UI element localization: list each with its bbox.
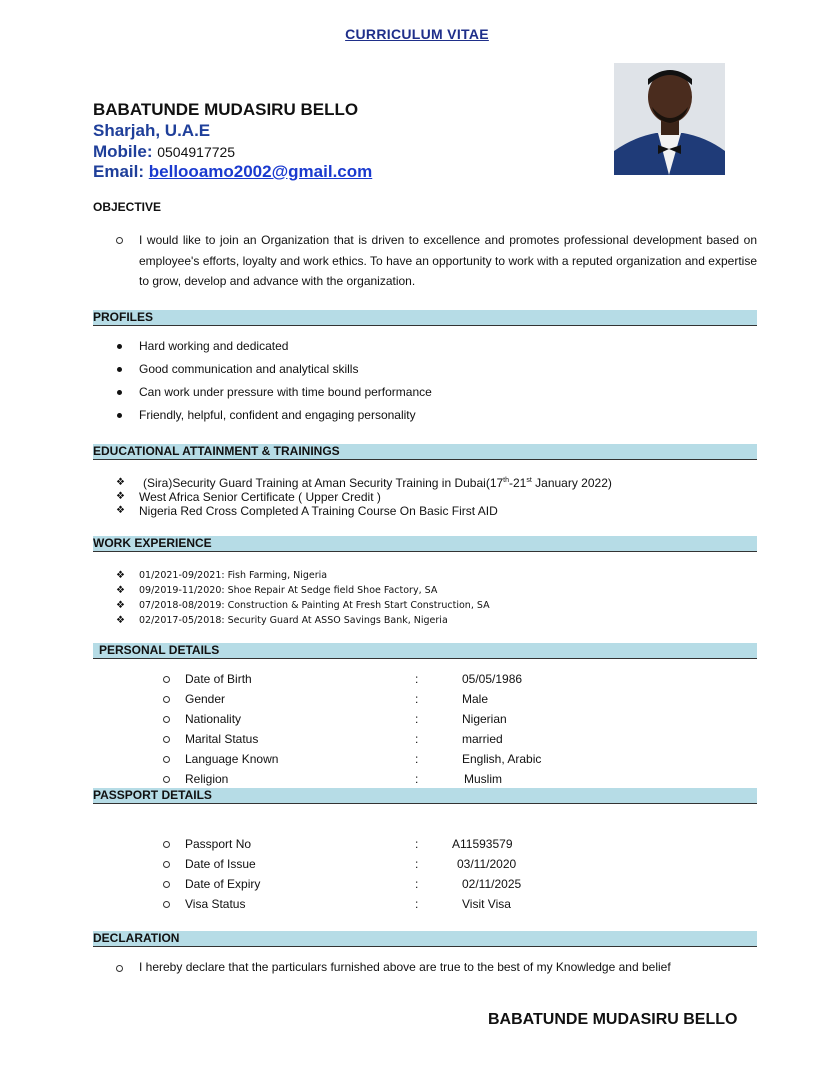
diamond-bullet-icon: ❖ xyxy=(116,491,125,502)
circle-bullet xyxy=(163,696,170,703)
work-item: 02/2017-05/2018: Security Guard At ASSO Savings Bank, Nigeria xyxy=(139,615,448,626)
work-heading: WORK EXPERIENCE xyxy=(93,536,757,552)
circle-bullet xyxy=(163,716,170,723)
portrait-image xyxy=(614,63,725,175)
colon: : xyxy=(415,732,419,746)
personal-heading: PERSONAL DETAILS xyxy=(93,643,757,659)
diamond-bullet-icon: ❖ xyxy=(116,600,125,611)
email-label: Email: xyxy=(93,162,145,181)
applicant-name: BABATUNDE MUDASIRU BELLO xyxy=(93,100,359,119)
bullet xyxy=(117,413,122,418)
circle-bullet xyxy=(163,881,170,888)
signature-name: BABATUNDE MUDASIRU BELLO xyxy=(488,1011,738,1028)
mobile-line xyxy=(93,142,235,162)
work-item: 01/2021-09/2021: Fish Farming, Nigeria xyxy=(139,570,328,581)
detail-label: Date of Expiry xyxy=(185,877,261,891)
work-item: 09/2019-11/2020: Shoe Repair At Sedge field Shoe Factory, SA xyxy=(139,585,438,596)
profile-item: Hard working and dedicated xyxy=(139,339,289,353)
colon: : xyxy=(415,712,419,726)
circle-bullet xyxy=(163,901,170,908)
bullet xyxy=(117,390,122,395)
detail-label: Nationality xyxy=(185,712,242,726)
objective-text: I would like to join an Organization that is driven to excellence and promotes professional development based on employee's efforts, loyalty and work ethics. To have an opportunity to work with a reputed organization and expertise to grow, develop and advance with the organization. xyxy=(139,233,757,288)
mobile-value: 0504917725 xyxy=(157,144,236,160)
diamond-bullet-icon: ❖ xyxy=(116,570,125,581)
detail-label: Date of Birth xyxy=(185,672,252,686)
circle-bullet xyxy=(163,756,170,763)
detail-value: A11593579 xyxy=(452,837,513,851)
objective-heading: OBJECTIVE xyxy=(93,200,162,214)
circle-bullet xyxy=(163,676,170,683)
declaration-text: I hereby declare that the particulars furnished above are true to the best of my Knowledge and belief xyxy=(139,960,671,974)
colon: : xyxy=(415,897,419,911)
detail-label: Gender xyxy=(185,692,226,706)
detail-value: 03/11/2020 xyxy=(457,857,517,871)
detail-value: married xyxy=(462,732,503,746)
detail-value: Muslim xyxy=(464,772,502,786)
superscript: th xyxy=(503,477,510,484)
detail-label: Marital Status xyxy=(185,732,259,746)
education-item: West Africa Senior Certificate ( Upper Credit ) xyxy=(139,490,381,504)
document-title: CURRICULUM VITAE xyxy=(345,26,489,42)
diamond-bullet-icon: ❖ xyxy=(116,585,125,596)
circle-bullet xyxy=(163,861,170,868)
detail-value: Visit Visa xyxy=(462,897,511,911)
detail-label: Passport No xyxy=(185,837,252,851)
education-item-text: January 2022) xyxy=(531,476,612,490)
detail-value: English, Arabic xyxy=(462,752,542,766)
colon: : xyxy=(415,772,419,786)
detail-value: Nigerian xyxy=(462,712,507,726)
circle-bullet xyxy=(163,736,170,743)
circle-bullet xyxy=(163,841,170,848)
detail-value: 05/05/1986 xyxy=(462,672,523,686)
detail-label: Visa Status xyxy=(185,897,246,911)
diamond-bullet-icon: ❖ xyxy=(116,505,125,516)
email-link[interactable]: bellooamo2002@gmail.com xyxy=(148,162,373,181)
colon: : xyxy=(415,752,419,766)
education-item-text: -21 xyxy=(509,476,527,490)
declaration-heading: DECLARATION xyxy=(93,931,757,947)
profile-photo xyxy=(614,63,725,175)
diamond-bullet-icon: ❖ xyxy=(116,615,125,626)
colon: : xyxy=(415,857,419,871)
detail-label: Date of Issue xyxy=(185,857,256,871)
profile-item: Good communication and analytical skills xyxy=(139,362,359,376)
profile-item: Can work under pressure with time bound performance xyxy=(139,385,432,399)
profile-item: Friendly, helpful, confident and engaging personality xyxy=(139,408,416,422)
objective-bullet xyxy=(116,237,123,244)
profiles-heading: PROFILES xyxy=(93,310,757,326)
education-item: Nigeria Red Cross Completed A Training Course On Basic First AID xyxy=(139,504,498,518)
bullet xyxy=(117,367,122,372)
colon: : xyxy=(415,672,419,686)
bullet xyxy=(117,344,122,349)
passport-heading: PASSPORT DETAILS xyxy=(93,788,757,804)
colon: : xyxy=(415,692,419,706)
detail-label: Religion xyxy=(185,772,229,786)
circle-bullet xyxy=(163,776,170,783)
detail-value: 02/11/2025 xyxy=(462,877,522,891)
diamond-bullet-icon: ❖ xyxy=(116,477,125,488)
colon: : xyxy=(415,837,419,851)
location: Sharjah, U.A.E xyxy=(93,121,211,140)
education-item xyxy=(143,476,612,490)
education-heading: EDUCATIONAL ATTAINMENT & TRAININGS xyxy=(93,444,757,460)
detail-value: Male xyxy=(462,692,489,706)
work-item: 07/2018-08/2019: Construction & Painting At Fresh Start Construction, SA xyxy=(139,600,490,611)
superscript: st xyxy=(526,477,532,484)
email-line xyxy=(93,162,372,182)
mobile-label: Mobile: xyxy=(93,142,153,161)
circle-bullet xyxy=(116,965,123,972)
colon: : xyxy=(415,877,419,891)
detail-label: Language Known xyxy=(185,752,279,766)
education-item-text: (Sira)Security Guard Training at Aman Security Training in Dubai(17 xyxy=(143,476,504,490)
